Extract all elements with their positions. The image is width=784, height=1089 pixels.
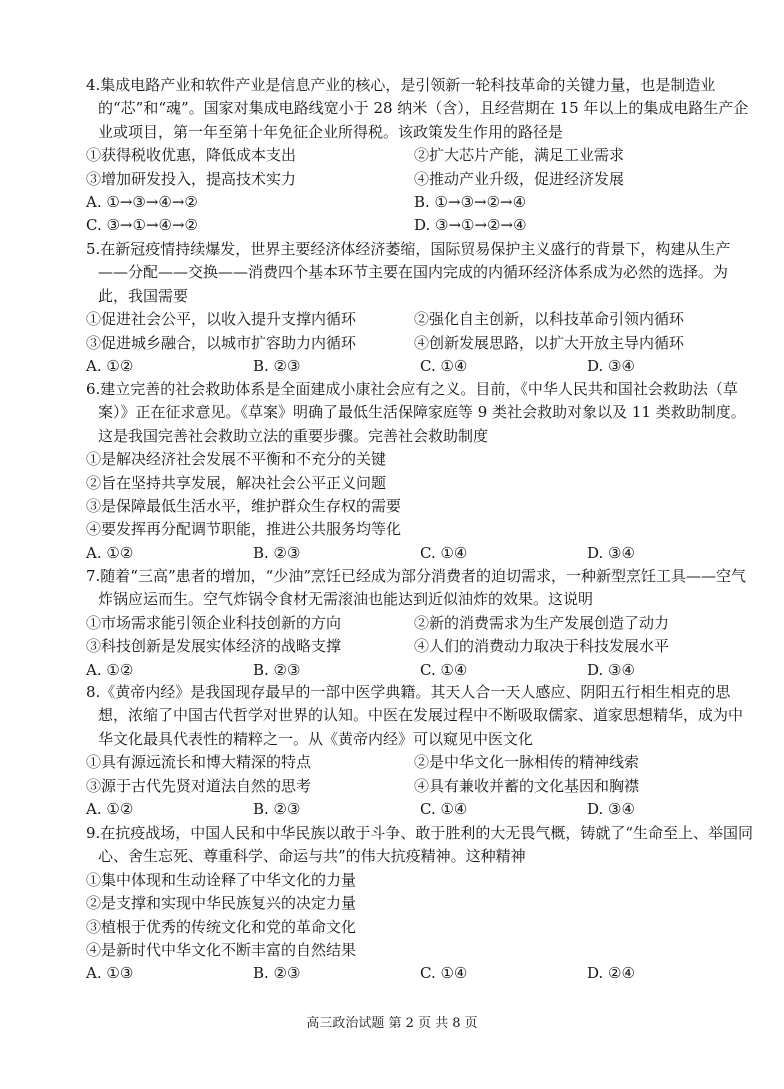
question-stem: 9.在抗疫战场，中国人民和中华民族以敢于斗争、敢于胜利的大无畏气概，铸就了“生命至上、举国同心、舍生忘死、尊重科学、命运与共”的伟大抗疫精神。这种精神: [86, 824, 753, 866]
option-b: B. ②③: [253, 800, 301, 819]
statement-item: ①具有源远流长和博大精深的特点: [86, 753, 312, 772]
option-d: D. ②④: [587, 964, 635, 983]
statement-row: [86, 332, 754, 355]
question-stem: 4.集成电路产业和软件产业是信息产业的核心，是引领新一轮科技革命的关键力量，也是制造业的“芯”和“魂”。国家对集成电路线宽小于 28 纳米（含），且经营期在 15 年以上的集成电路生产企业或项目，第一年至第十年免征企业所得税。该政策发生作用的路径是: [86, 76, 749, 141]
option-c: C. ①④: [420, 800, 468, 819]
question-7: [86, 565, 754, 682]
option-d: D. ③→①→②→④: [414, 216, 527, 235]
option-row: [86, 214, 754, 237]
option-row: [86, 191, 754, 214]
option-b: B. ②③: [253, 964, 301, 983]
statement-item: ④创新发展思路，以扩大开放主导内循环: [414, 333, 685, 352]
option-row: [86, 355, 754, 378]
statement-row: [86, 635, 754, 658]
question-8: [86, 681, 754, 821]
option-a: A. ①②: [86, 357, 134, 376]
question-6: [86, 378, 754, 565]
statement-row: [86, 612, 754, 635]
statement-item: ②是中华文化一脉相传的精神线索: [414, 753, 640, 772]
statement-item: ③科技创新是发展实体经济的战略支撑: [86, 637, 342, 656]
option-d: D. ③④: [587, 800, 635, 819]
page-footer: 高三政治试题 第 2 页 共 8 页: [306, 1016, 478, 1031]
option-row: [86, 542, 754, 565]
statement-item: ①市场需求能引领企业科技创新的方向: [86, 613, 342, 632]
question-stem: 8.《黄帝内经》是我国现存最早的一部中医学典籍。其天人合一天人感应、阴阳五行相生相克的思想，浓缩了中国古代哲学对世界的认知。中医在发展过程中不断吸取儒家、道家思想精华，成为中华文化最具代表性的精粹之一。从《黄帝内经》可以窥见中医文化: [86, 683, 744, 748]
statement-item: ②强化自主创新，以科技革命引领内循环: [414, 310, 685, 329]
question-stem: 6.建立完善的社会救助体系是全面建成小康社会应有之义。目前，《中华人民共和国社会救助法（草案）》正在征求意见。《草案》明确了最低生活保障家庭等 9 类社会救助对象以及 11 类救助制度。这是我国完善社会救助立法的重要步骤。完善社会救助制度: [86, 380, 746, 445]
option-a: A. ①→③→④→②: [86, 193, 198, 212]
option-c: C. ①④: [420, 543, 468, 562]
statement-item: ④人们的消费动力取决于科技发展水平: [414, 637, 670, 656]
statement-item: ①是解决经济社会发展不平衡和不充分的关键: [86, 450, 387, 469]
statement-row: [86, 775, 754, 798]
question-stem: 5.在新冠疫情持续爆发，世界主要经济体经济萎缩，国际贸易保护主义盛行的背景下，构建从生产——分配——交换——消费四个基本环节主要在国内完成的内循环经济体系成为必然的选择。为此，我国需要: [86, 240, 731, 305]
question-stem: 7.随着“三高”患者的增加，“少油”烹饪已经成为部分消费者的迫切需求，一种新型烹饪工具——空气炸锅应运而生。空气炸锅令食材无需滚油也能达到近似油炸的效果。这说明: [86, 567, 746, 609]
question-5: [86, 238, 754, 378]
statement-item: ②是支撑和实现中华民族复兴的决定力量: [86, 894, 357, 913]
option-d: D. ③④: [587, 660, 635, 679]
statement-row: [86, 308, 754, 331]
statement-item: ②扩大芯片产能，满足工业需求: [414, 146, 625, 165]
statement-item: ③促进城乡融合，以城市扩容助力内循环: [86, 333, 357, 352]
statement-item: ①促进社会公平，以收入提升支撑内循环: [86, 310, 357, 329]
statement-item: ①集中体现和生动诠释了中华文化的力量: [86, 870, 357, 889]
statement-row: [86, 751, 754, 774]
statement-item: ④推动产业升级，促进经济发展: [414, 169, 625, 188]
option-c: C. ①④: [420, 964, 468, 983]
statement-item: ③是保障最低生活水平，维护群众生存权的需要: [86, 497, 402, 516]
statement-item: ③增加研发投入，提高技术实力: [86, 169, 297, 188]
option-c: C. ③→①→④→②: [86, 216, 198, 235]
option-b: B. ②③: [253, 543, 301, 562]
statement-item: ①获得税收优惠，降低成本支出: [86, 146, 297, 165]
question-9: [86, 822, 754, 986]
statement-item: ②旨在坚持共享发展，解决社会公平正义问题: [86, 473, 387, 492]
statement-item: ②新的消费需求为生产发展创造了动力: [414, 613, 670, 632]
option-d: D. ③④: [587, 543, 635, 562]
statement-item: ④是新时代中华文化不断丰富的自然结果: [86, 941, 357, 960]
option-c: C. ①④: [420, 357, 468, 376]
option-a: A. ①②: [86, 660, 134, 679]
option-row: [86, 798, 754, 821]
option-a: A. ①②: [86, 800, 134, 819]
option-b: B. ①→③→②→④: [414, 193, 527, 212]
statement-row: [86, 144, 754, 167]
option-d: D. ③④: [587, 357, 635, 376]
option-a: A. ①③: [86, 964, 134, 983]
statement-item: ④具有兼收并蓄的文化基因和胸襟: [414, 776, 640, 795]
statement-row: [86, 168, 754, 191]
question-4: [86, 74, 754, 238]
option-row: [86, 659, 754, 682]
option-b: B. ②③: [253, 357, 301, 376]
option-a: A. ①②: [86, 543, 134, 562]
statement-item: ④要发挥再分配调节职能，推进公共服务均等化: [86, 520, 402, 539]
statement-item: ③源于古代先贤对道法自然的思考: [86, 776, 312, 795]
option-c: C. ①④: [420, 660, 468, 679]
option-b: B. ②③: [253, 660, 301, 679]
statement-item: ③植根于优秀的传统文化和党的革命文化: [86, 917, 357, 936]
option-row: [86, 962, 754, 985]
